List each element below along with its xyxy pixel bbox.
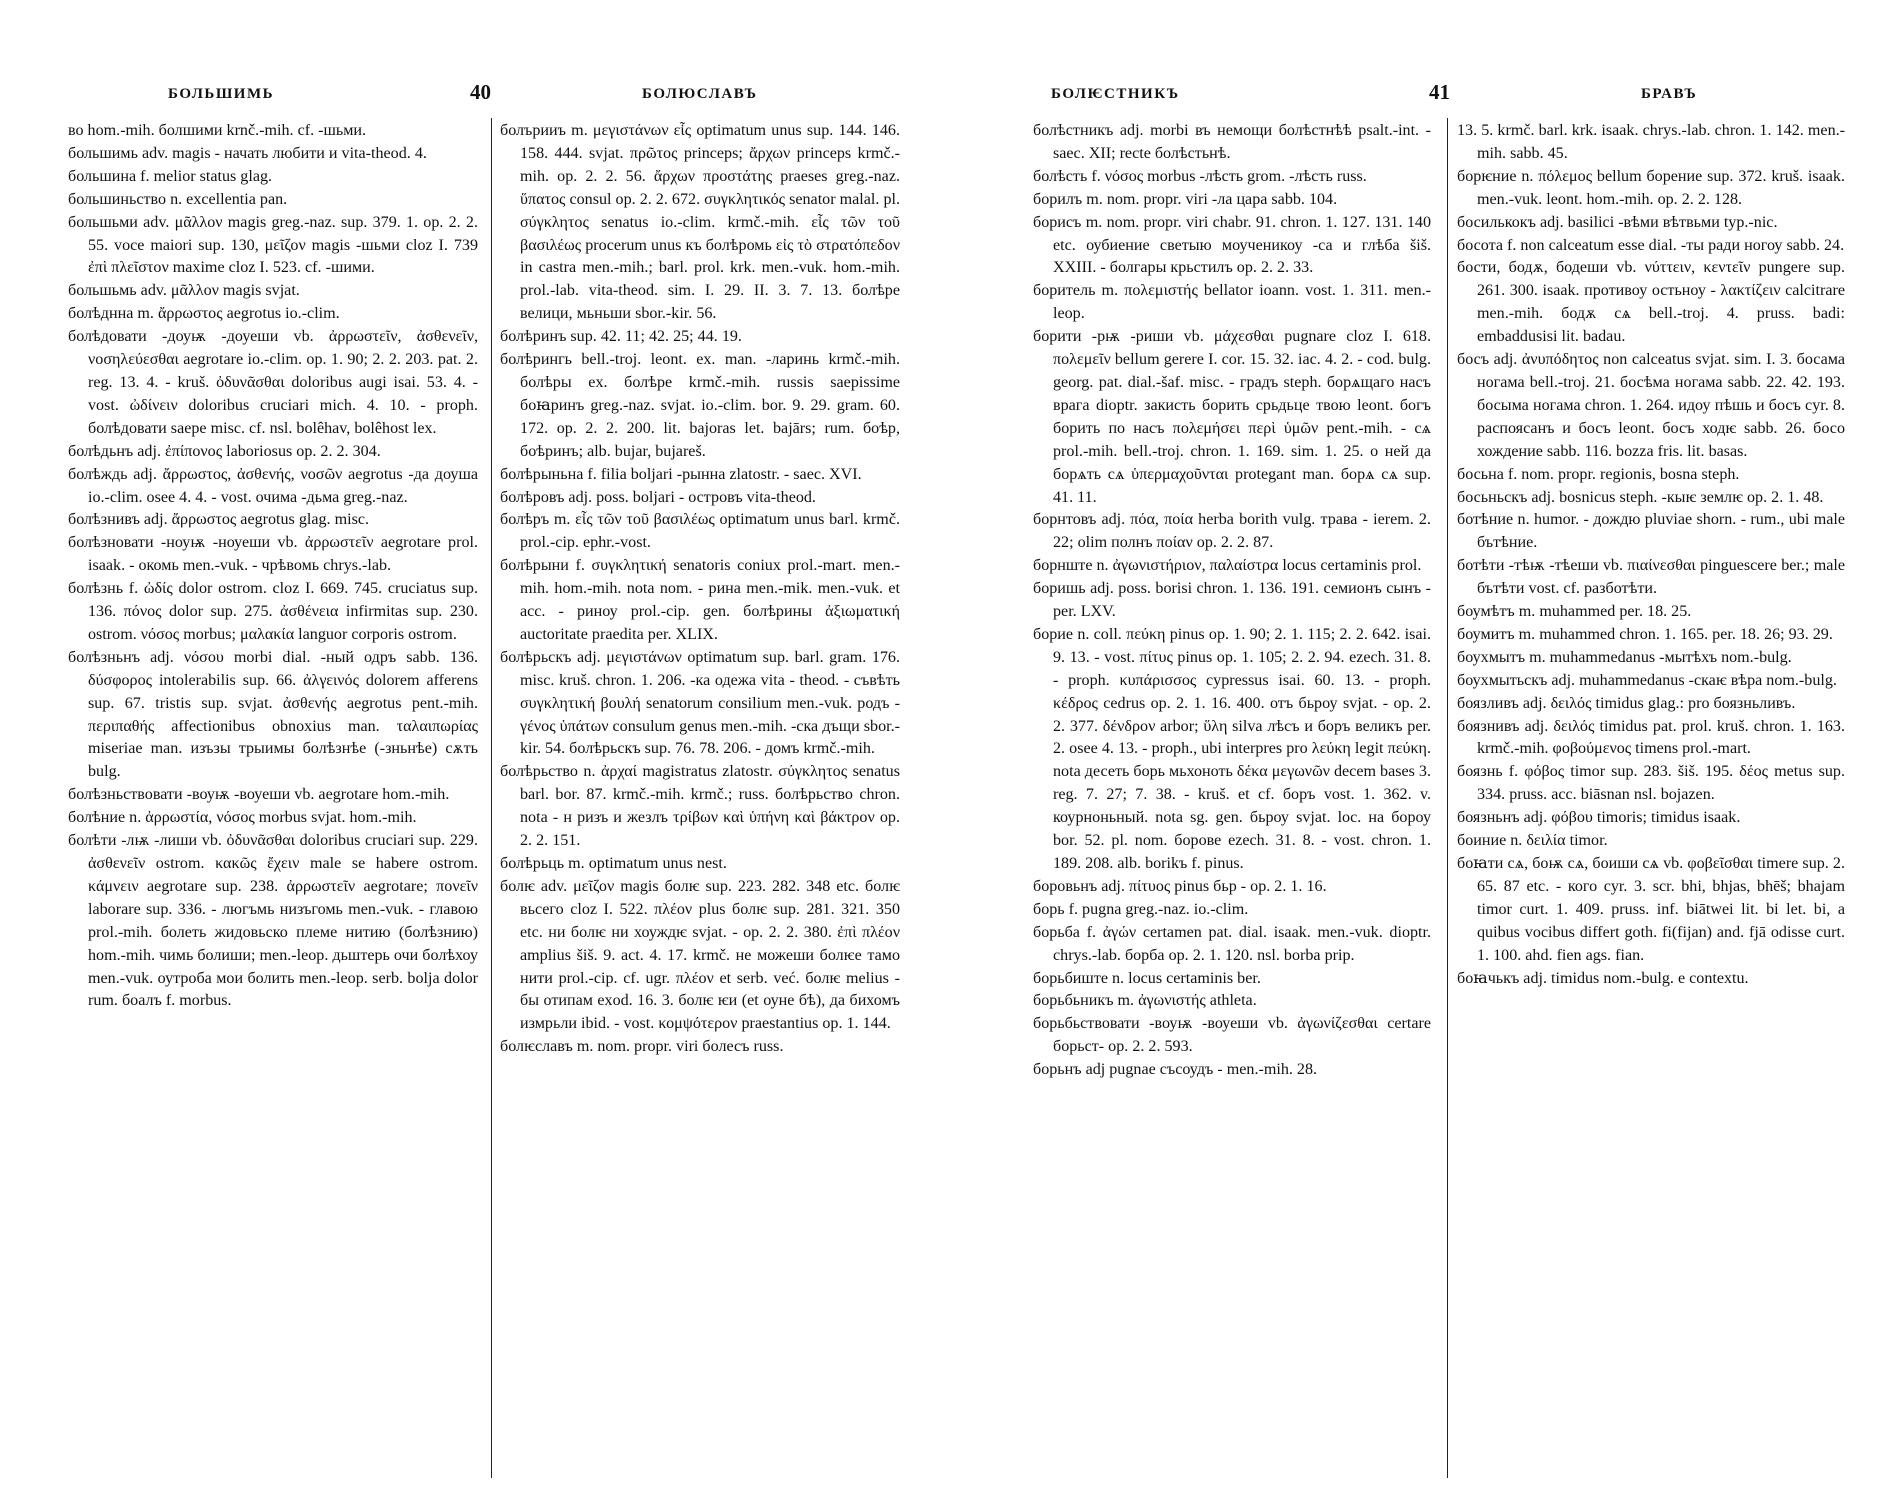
dictionary-entry: босьньскъ adj. bosnicus steph. -кыѥ землѥ op. 2. 1. 48. — [1457, 488, 1824, 506]
dictionary-entry: болѣднна m. ἄρρωστος aegrotus io.-clim. — [68, 305, 340, 323]
dictionary-entry: борьбьствовати -воуѭ -воуеши vb. ἀγωνίζεσθαι certare борьст- op. 2. 2. 593. — [1033, 1015, 1431, 1056]
running-head-right: БОЛЮСЛАВЪ — [642, 86, 758, 102]
dictionary-entry: большимь adv. magis - начать любити и vita-theod. 4. — [68, 144, 427, 162]
dictionary-entry: борнште n. ἀγωνιστήριον, παλαίστρα locus certaminis prol. — [1033, 557, 1422, 575]
dictionary-entry: боумитъ m. muhammed chron. 1. 165. per. 18. 26; 93. 29. — [1457, 625, 1833, 643]
dictionary-entry: боришь adj. poss. borisi chron. 1. 136. 191. семионъ сынъ - per. LXV. — [1033, 580, 1431, 621]
dictionary-entry: боиние n. δειλία timor. — [1457, 832, 1608, 850]
dictionary-entry: борьнъ adj pugnae съсоудъ - men.-mih. 28. — [1033, 1061, 1318, 1079]
dictionary-entry: борьба f. ἀγών certamen pat. dial. isaak. men.-vuk. dioptr. chrys.-lab. борба op. 2. 1. 120. nsl. borba prip. — [1033, 923, 1431, 964]
column-right — [1457, 120, 1845, 1485]
dictionary-entry: борие n. coll. πεύκη pinus op. 1. 90; 2. 1. 115; 2. 2. 642. isai. 9. 13. - vost. πίτυς pinus op. 1. 105; 2. 2. 94. ezech. 31. 8. - proph. κυπάρισσος cypressus isai. 60. 13. - proph. κέδρος cedrus op. 2. 1. 16. 400. отъ бьроу svjat. - op. 2. 2. 377. δένδρον arbor; ὕλη silva лѣсъ и боръ великъ per. 2. osee 4. 13. - proph., ubi interpres pro λεύκη legit πεύκη. nota десеть борь мьхоноть δέκα μεγωνῶν decem bases 3. reg. 7. 27; 7. 38. - kruš. et cf. боръ vost. 1. 362. v. коурноньный. nota sg. gen. бьроу svjat. loc. на бороу bor. 52. pl. nom. борове ezech. 31. 8. - vost. chron. 1. 189. 208. alb. borikъ f. pinus. — [1033, 625, 1431, 872]
dictionary-entry: болѣрингь bell.-troj. leont. ex. man. -ларинь krmč.-mih. болѣры ex. болѣре krmč.-mih. russis saepissime боꙗринъ greg.-naz. svjat. io.-clim. bor. 9. 29. gram. 60. 172. op. 2. 2. 200. lit. bajoras let. bajārs; rum. боѣр, боѣринъ; alb. bujar, bujareš. — [500, 351, 900, 460]
dictionary-entry: борилъ m. nom. propr. viri -ла цара sabb. 104. — [1033, 190, 1338, 208]
dictionary-entry: ботѣние n. humor. - дождю pluviae shorn. - rum., ubi male бътѣние. — [1457, 511, 1845, 552]
dictionary-entry: болѣдовати -доуѭ -доуеши vb. ἀρρωστεῖν, ἀσθενεῖν, νοσηλεύεσθαι aegrotare io.-clim. op. 1. 90; 2. 2. 203. pat. 2. reg. 13. 4. - kruš. ὀδυνᾶσθαι doloribus augi isai. 53. 4. - vost. ὠδίνειν doloribus cruciari mich. 4. 10. - proph. болѣдовати saepe misc. cf. nsl. bolêhav, bolêhost lex. — [68, 328, 478, 437]
dictionary-entry: ботѣти -тѣѭ -тѣеши vb. πιαίνεσθαι pinguescere ber.; male бътѣти vost. cf. разботѣти. — [1457, 557, 1845, 598]
right-page — [951, 0, 1902, 1500]
page-header — [951, 80, 1902, 108]
dictionary-entry: болѣринъ sup. 42. 11; 42. 25; 44. 19. — [500, 328, 742, 346]
dictionary-entry: болѣстникъ adj. morbi въ немощи болѣстнѣѣ psalt.-int. - saec. XII; recte болѣстьнѣ. — [1033, 122, 1431, 162]
dictionary-entry: боязливъ adj. δειλός timidus glag.: pro боязньливъ. — [1457, 694, 1796, 712]
column-left — [1033, 120, 1431, 1485]
dictionary-entry: борити -рѭ -риши vb. μάχεσθαι pugnare cloz I. 618. πολεμεῖν bellum gerere I. cor. 15. 32. iac. 4. 2. - cod. bulg. georg. pat. dial.-šaf. misc. - градъ steph. борѧщаго насъ врага dioptr. закисть борить срьдьце твою leont. богъ борить по насъ πολεμήσει περὶ ὑμῶν pent.-mih. - сѧ prol.-mih. bell.-troj. chron. 1. 169. sim. 1. 25. о ней да борѧть сѧ ὑπερμαχοῦνται protegant man. борѧ сѧ sup. 41. 11. — [1033, 328, 1431, 506]
dictionary-entry: болѣзновати -ноуѭ -ноуеши vb. ἀρρωστεῖν aegrotare prol. isaak. - окомь men.-vuk. - чрѣвомь chrys.-lab. — [68, 534, 478, 575]
dictionary-entry: боязнивъ adj. δειλός timidus pat. prol. kruš. chron. 1. 163. krmč.-mih. φοβούμενος timens prol.-mart. — [1457, 717, 1845, 758]
dictionary-entry: борьбиште n. locus certaminis ber. — [1033, 969, 1261, 987]
dictionary-entry: борь f. pugna greg.-naz. io.-clim. — [1033, 900, 1249, 918]
dictionary-entry: болѣрыни f. συγκλητική senatoris coniux prol.-mart. men.-mih. hom.-mih. nota nom. - рина men.-mik. men.-vuk. et acc. - риноу prol.-cip. gen. болѣрины ἀξιωματική auctoritate praedita per. XLIX. — [500, 557, 900, 643]
dictionary-entry: борьбьникъ m. ἀγωνιστής athleta. — [1033, 992, 1257, 1010]
column-divider — [1447, 118, 1448, 1478]
dictionary-entry: босьна f. nom. propr. regionis, bosna steph. — [1457, 465, 1740, 483]
dictionary-entry: боязнь f. φόβος timor sup. 283. šiš. 195. δέος metus sup. 334. pruss. acc. biāsnan nsl. bojazen. — [1457, 763, 1845, 804]
dictionary-entry: болѣрьць m. optimatum unus nest. — [500, 855, 727, 872]
dictionary-entry: боязньнъ adj. φόβου timoris; timidus isaak. — [1457, 809, 1741, 827]
dictionary-entry: болѣждь adj. ἄρρωστος, ἀσθενής, νοσῶν aegrotus -да доуша io.-clim. osee 4. 4. - vost. очима -дьма greg.-naz. — [68, 465, 478, 506]
dictionary-entry: босота f. non calceatum esse dial. -ты ради ногоу sabb. 24. — [1457, 236, 1845, 254]
dictionary-entry: болѥславъ m. nom. propr. viri болесъ russ. — [500, 1038, 784, 1056]
dictionary-entry: болѥ adv. μεῖζον magis болѥ sup. 223. 282. 348 etc. болѥ вьсего cloz I. 522. πλέον plus болѥ sup. 281. 321. 350 etc. ни болѥ ни хоуждѥ svjat. - op. 2. 2. 380. ἐπὶ πλέον amplius šiš. 9. act. 4. 17. krmč. не можеши болѥе тамо нити prol.-cip. cf. ugr. πλέον et serb. već. болѥ melius - бы отипам exod. 16. 3. болѥ ѥи (et оуне бѣ), да бихомъ измрьли ibid. - vost. κομψότερον praestantius op. 1. 144. — [500, 877, 900, 1033]
dictionary-entry: боровьнъ adj. πίτυος pinus бьр - op. 2. 1. 16. — [1033, 877, 1327, 895]
dictionary-entry: болѣзнь f. ὠδίς dolor ostrom. cloz I. 669. 745. cruciatus sup. 136. πόνος dolor sup. 275. ἀσθένεια infirmitas sup. 230. ostrom. νόσος morbus; μαλακία languor corporis ostrom. — [68, 580, 478, 643]
dictionary-entry: большиньство n. excellentia pan. — [68, 190, 288, 208]
running-head-left: БОЛѤСТНИКЪ — [1051, 86, 1180, 102]
column-divider — [491, 118, 492, 1478]
dictionary-entry: болѣрьскъ adj. μεγιστάνων optimatum sup. barl. gram. 176. misc. kruš. chron. 1. 206. -ка одежа vita - theod. - съвѣть συγκλητική βουλή senatorum consilium men.-vuk. родъ - γένος ὑπάτων consulum genus men.-mih. -ска дъщи sbor.-kir. 54. болѣрьскъ sup. 76. 78. 206. - домъ krmč.-mih. — [500, 648, 900, 758]
dictionary-entry: 13. 5. krmč. barl. krk. isaak. chrys.-lab. chron. 1. 142. men.-mih. sabb. 45. — [1457, 122, 1845, 162]
dictionary-entry: босилькокъ adj. basilici -вѣми вѣтвьми typ.-nic. — [1457, 213, 1778, 231]
dictionary-entry: болѣзньнъ adj. νόσου morbi dial. -ный одръ sabb. 136. δύσφορος intolerabilis sup. 66. ἀλγεινός dolorem afferens sup. 67. tristis sup. svjat. ἀσθενής aegrotus pent.-mih. περιπαθής affectionibus obnoxius man. ταλαιπωρίας miseriae man. изъзы трыимы болѣзнѣе (-зньнѣе) сѫть bulg. — [68, 648, 478, 781]
running-head-left: БОЛЬШИМЬ — [168, 86, 275, 102]
dictionary-entry: босъ adj. ἀνυπόδητος non calceatus svjat. sim. I. 3. босама ногама bell.-troj. 21. босѣма ногама sabb. 22. 42. 193. босыма ногама chron. 1. 264. идоу пѣшь и босъ cyr. 8. распоясанъ и босъ leont. босъ ходѥ sabb. 26. босо хождение sabb. 116. bozza fris. lit. basas. — [1457, 351, 1845, 460]
dictionary-entry: болѣръ m. εἷς τῶν τοῦ βασιλέως optimatum unus barl. krmč. prol.-cip. ephr.-vost. — [500, 511, 900, 552]
dictionary-entry: во hom.-mih. болшими krnč.-mih. cf. -шьми. — [68, 122, 367, 139]
dictionary-entry: болѣрыньна f. filia boljari -рынна zlatostr. - saec. XVI. — [500, 465, 862, 483]
dictionary-entry: бости, бодѫ, бодеши vb. νύττειν, κεντεῖν pungere sup. 261. 300. isaak. противоу остьноу - λακτίζειν calcitrare men.-mih. бодѫ сѧ bell.-troj. 4. pruss. badi: embaddusisi lit. badau. — [1457, 259, 1845, 346]
dictionary-entry: болѣзнивъ adj. ἄρρωστος aegrotus glag. misc. — [68, 511, 370, 529]
dictionary-entry: борѥние n. πόλεμος bellum борение sup. 372. kruš. isaak. men.-vuk. leont. hom.-mih. op. 2. 2. 128. — [1457, 167, 1845, 208]
dictionary-entry: болѣние n. ἀρρωστία, νόσος morbus svjat. hom.-mih. — [68, 809, 417, 827]
page-number: 41 — [1429, 80, 1450, 104]
column-right — [500, 120, 900, 1485]
dictionary-entry: болѣрьство n. ἀρχαί magistratus zlatostr. σύγκλητος senatus barl. bor. 87. krmč.-mih. krmč.; russ. болѣрьство chron. nota - н ризъ и жезлъ τρίβων καὶ ὑπήνη καὶ βάκτρον op. 2. 2. 151. — [500, 763, 900, 850]
dictionary-entry: боухмытьскъ adj. muhammedanus -скаѥ вѣра nom.-bulg. — [1457, 671, 1837, 689]
dictionary-entry: болѣдьнъ adj. ἐπίπονος laboriosus op. 2. 2. 304. — [68, 442, 381, 460]
dictionary-entry: борисъ m. nom. propr. viri chabr. 91. chron. 1. 127. 131. 140 etc. оубиение светыю моученикоу -са и глѣба šiš. XXIII. - болгары крьстилъ op. 2. 2. 33. — [1033, 213, 1431, 277]
column-left — [68, 120, 478, 1485]
dictionary-entry: боритель m. πολεμιστής bellator ioann. vost. 1. 311. men.-leop. — [1033, 282, 1431, 323]
dictionary-entry: большина f. melior status glag. — [68, 167, 273, 185]
dictionary-entry: болѣти -лѭ -лиши vb. ὀδυνᾶσθαι doloribus cruciari sup. 229. ἀσθενεῖν ostrom. κακῶς ἔχειν male se habere ostrom. κάμνειν aegrotare sup. 238. ἀρρωστεῖν aegrotare; πονεῖν laborare sup. 336. - люгъмь низъгомь men.-vuk. - главою prol.-mih. болеть жидовьско племе нитию (болѣзнию) hom.-mih. чимь болиши; men.-leop. дьштерь очи болѣхоу men.-vuk. оутроба мои болить men.-leop. serb. bolja dolor rum. боалъ f. morbus. — [68, 832, 478, 1010]
dictionary-entry: болѣзньствовати -воуѭ -воуеши vb. aegrotare hom.-mih. — [68, 786, 450, 804]
page-header — [0, 80, 951, 108]
dictionary-entry: борнтовъ adj. πόα, ποία herba borith vulg. трава - ierem. 2. 22; olim полнъ ποίαν op. 2. 2. 87. — [1033, 511, 1431, 552]
dictionary-entry: боумѣтъ m. muhammed per. 18. 25. — [1457, 603, 1692, 621]
dictionary-entry: боꙗчькъ adj. timidus nom.-bulg. e contextu. — [1457, 969, 1749, 987]
dictionary-entry: болѣровъ adj. poss. boljari - островъ vita-theod. — [500, 488, 816, 506]
dictionary-entry: большьми adv. μᾶλλον magis greg.-naz. sup. 379. 1. op. 2. 2. 55. voce maiori sup. 130, μεῖζον magis -шьми cloz I. 739 ἐπὶ πλεῖστον maxime cloz I. 523. cf. -шими. — [68, 213, 478, 277]
dictionary-entry: боꙗти сѧ, боѭ сѧ, боиши сѧ vb. φοβεῖσθαι timere sup. 2. 65. 87 etc. - кого cyr. 3. scr. bhi, bhjas, bhēš; bhajam timor curt. 1. 409. pruss. inf. biātwei lit. bi let. bi, a quibus vocibus differt goth. fi(fijan) and. fjā odisse curt. 1. 100. ahd. fien ags. fian. — [1457, 855, 1845, 964]
dictionary-entry: боухмытъ m. muhammedanus -мытѣхъ nom.-bulg. — [1457, 648, 1792, 666]
dictionary-entry: болърииъ m. μεγιστάνων εἷς optimatum unus sup. 144. 146. 158. 444. svjat. πρῶτος princeps; ἄρχων princeps krmč.-mih. op. 2. 2. 56. ἄρχων προστάτης praeses greg.-naz. ὕπατος consul op. 2. 2. 672. συγκλητικός senator malal. pl. σύγκλητος senatus io.-clim. krmč.-mih. εἷς τῶν τοῦ βασιλέως procerum unus къ болѣромь εἰς τὸ στρατόπεδον in castra men.-mih.; barl. prol. krk. men.-vuk. hom.-mih. prol.-lab. vita-theod. sim. I. 29. II. 3. 7. 13. болѣре велици, мьньши sbor.-kir. 56. — [500, 122, 900, 323]
dictionary-entry: большьмь adv. μᾶλλον magis svjat. — [68, 282, 300, 300]
page-number: 40 — [470, 80, 491, 104]
running-head-right: БРАВЪ — [1641, 86, 1698, 102]
dictionary-entry: болѣсть f. νόσος morbus -лѣсть grom. -лѣсть russ. — [1033, 167, 1367, 185]
